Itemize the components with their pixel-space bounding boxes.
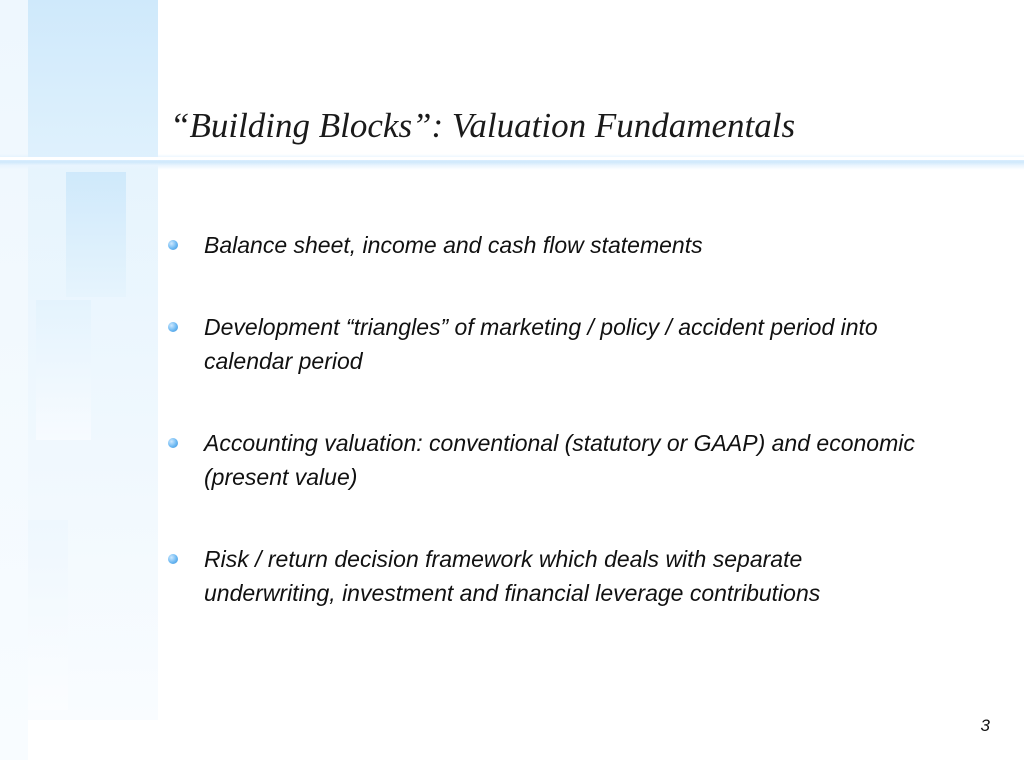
bullet-dot-icon <box>168 554 178 564</box>
background-decoration <box>36 300 91 440</box>
background-decoration <box>0 0 28 760</box>
slide-title: “Building Blocks”: Valuation Fundamentals <box>170 106 796 145</box>
bullet-item <box>164 310 924 378</box>
bullet-item <box>164 426 924 494</box>
background-decoration <box>28 520 68 710</box>
bullet-text: Accounting valuation: conventional (statutory or GAAP) and economic (present value) <box>204 430 915 490</box>
background-decoration <box>66 172 126 297</box>
bullet-dot-icon <box>168 438 178 448</box>
bullet-text: Risk / return decision framework which deals with separate underwriting, investment and financial leverage contributions <box>204 546 821 606</box>
bullet-text: Balance sheet, income and cash flow statements <box>204 232 703 258</box>
page-number: 3 <box>980 716 990 735</box>
background-decoration <box>28 160 158 720</box>
title-divider-highlight <box>0 157 1024 160</box>
bullet-list <box>164 228 924 658</box>
background-decoration <box>28 0 158 160</box>
bullet-dot-icon <box>168 240 178 250</box>
bullet-item <box>164 542 924 610</box>
bullet-item <box>164 228 924 262</box>
bullet-text: Development “triangles” of marketing / policy / accident period into calendar period <box>204 314 878 374</box>
bullet-dot-icon <box>168 322 178 332</box>
title-divider-line <box>0 154 1024 170</box>
